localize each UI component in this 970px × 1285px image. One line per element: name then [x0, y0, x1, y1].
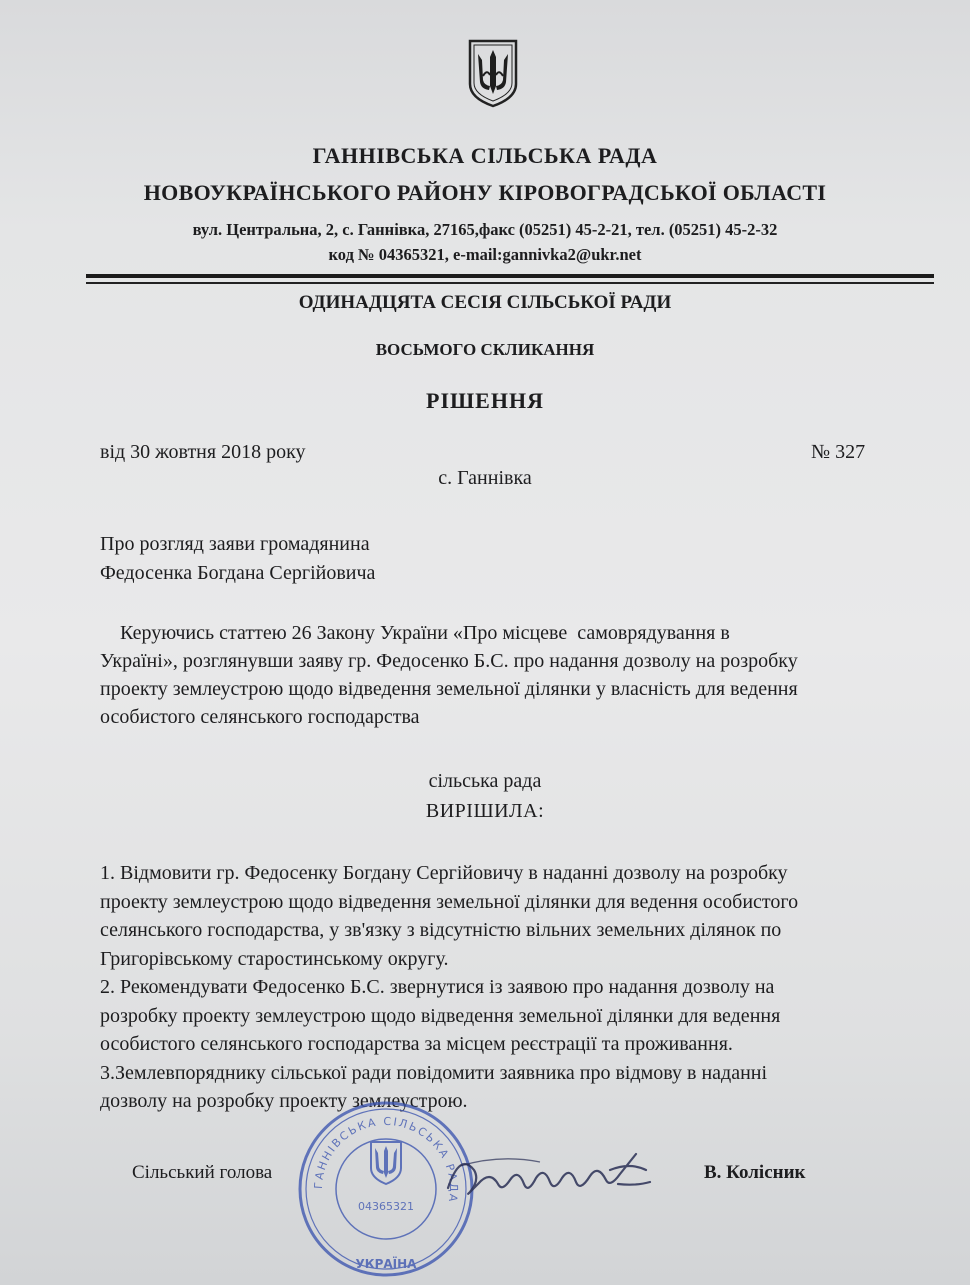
- preamble-line: особистого селянського господарства: [100, 706, 420, 728]
- stamp-country: УКРАЇНА: [355, 1257, 417, 1271]
- item-line: 3.Землевпоряднику сільської ради повідомити заявника про відмову в наданні: [100, 1061, 768, 1084]
- session-title: ОДИНАДЦЯТА СЕСІЯ СІЛЬСЬКОЇ РАДИ: [298, 292, 672, 313]
- item-line: проекту землеустрою щодо відведення земельної ділянки для ведення особистого: [100, 890, 799, 913]
- preamble-line: Україні», розглянувши заяву гр. Федосенко Б.С. про надання дозволу на розробку: [100, 650, 798, 672]
- address-line: вул. Центральна, 2, с. Ганнівка, 27165,факс (05251) 45-2-21, тел. (05251) 45-2-32: [192, 220, 778, 239]
- district-name: НОВОУКРАЇНСЬКОГО РАЙОНУ КІРОВОГРАДСЬКОЇ ОБЛАСТІ: [143, 180, 827, 205]
- handwritten-signature: [440, 1140, 655, 1210]
- subject-line: Про розгляд заяви громадянина: [100, 533, 370, 555]
- decision-items: [100, 859, 930, 1116]
- item-line: розробку проекту землеустрою щодо відведення земельної ділянки для ведення: [100, 1004, 781, 1027]
- stamp-ring-text: ГАННІВСЬКА СІЛЬСЬКА РАДА: [311, 1114, 461, 1205]
- convocation-title: ВОСЬМОГО СКЛИКАННЯ: [375, 340, 595, 359]
- decision-date: від 30 жовтня 2018 року: [100, 441, 306, 463]
- preamble-line: проекту землеустрою щодо відведення земельної ділянки у власність для ведення: [100, 678, 798, 700]
- signatory-name: В. Колісник: [704, 1162, 806, 1183]
- letterhead-divider-thin: [86, 282, 934, 284]
- item-line: 1. Відмовити гр. Федосенку Богдану Сергійовичу в наданні дозволу на розробку: [100, 862, 788, 884]
- decision-subject: [100, 530, 375, 588]
- code-email-line: код № 04365321, e-mail:gannivka2@ukr.net: [328, 245, 642, 264]
- preamble-line: Керуючись статтею 26 Закону України «Про місцеве самоврядування в: [100, 622, 730, 644]
- letterhead-divider: [86, 274, 934, 278]
- subject-line: Федосенка Богдана Сергійовича: [100, 562, 376, 584]
- decision-number: № 327: [811, 441, 866, 463]
- document-type: РІШЕННЯ: [426, 388, 544, 413]
- item-line: 2. Рекомендувати Федосенко Б.С. звернутися із заявою про надання дозволу на: [100, 976, 775, 998]
- council-label: сільська рада: [428, 770, 542, 792]
- trident-icon: [467, 38, 519, 108]
- item-line: дозволу на розробку проекту землеустрою.: [100, 1090, 468, 1112]
- item-line: селянського господарства, у зв'язку з відсутністю вільних земельних ділянок по: [100, 919, 782, 941]
- signatory-title: Сільський голова: [132, 1162, 273, 1183]
- decided-label: ВИРІШИЛА:: [425, 800, 545, 822]
- decision-place: с. Ганнівка: [438, 467, 532, 489]
- council-name: ГАННІВСЬКА СІЛЬСЬКА РАДА: [312, 143, 658, 168]
- stamp-code: 04365321: [358, 1200, 414, 1213]
- preamble: [100, 619, 930, 731]
- item-line: особистого селянського господарства за місцем реєстрації та проживання.: [100, 1033, 733, 1055]
- item-line: Григорівському старостинському округу.: [100, 947, 449, 970]
